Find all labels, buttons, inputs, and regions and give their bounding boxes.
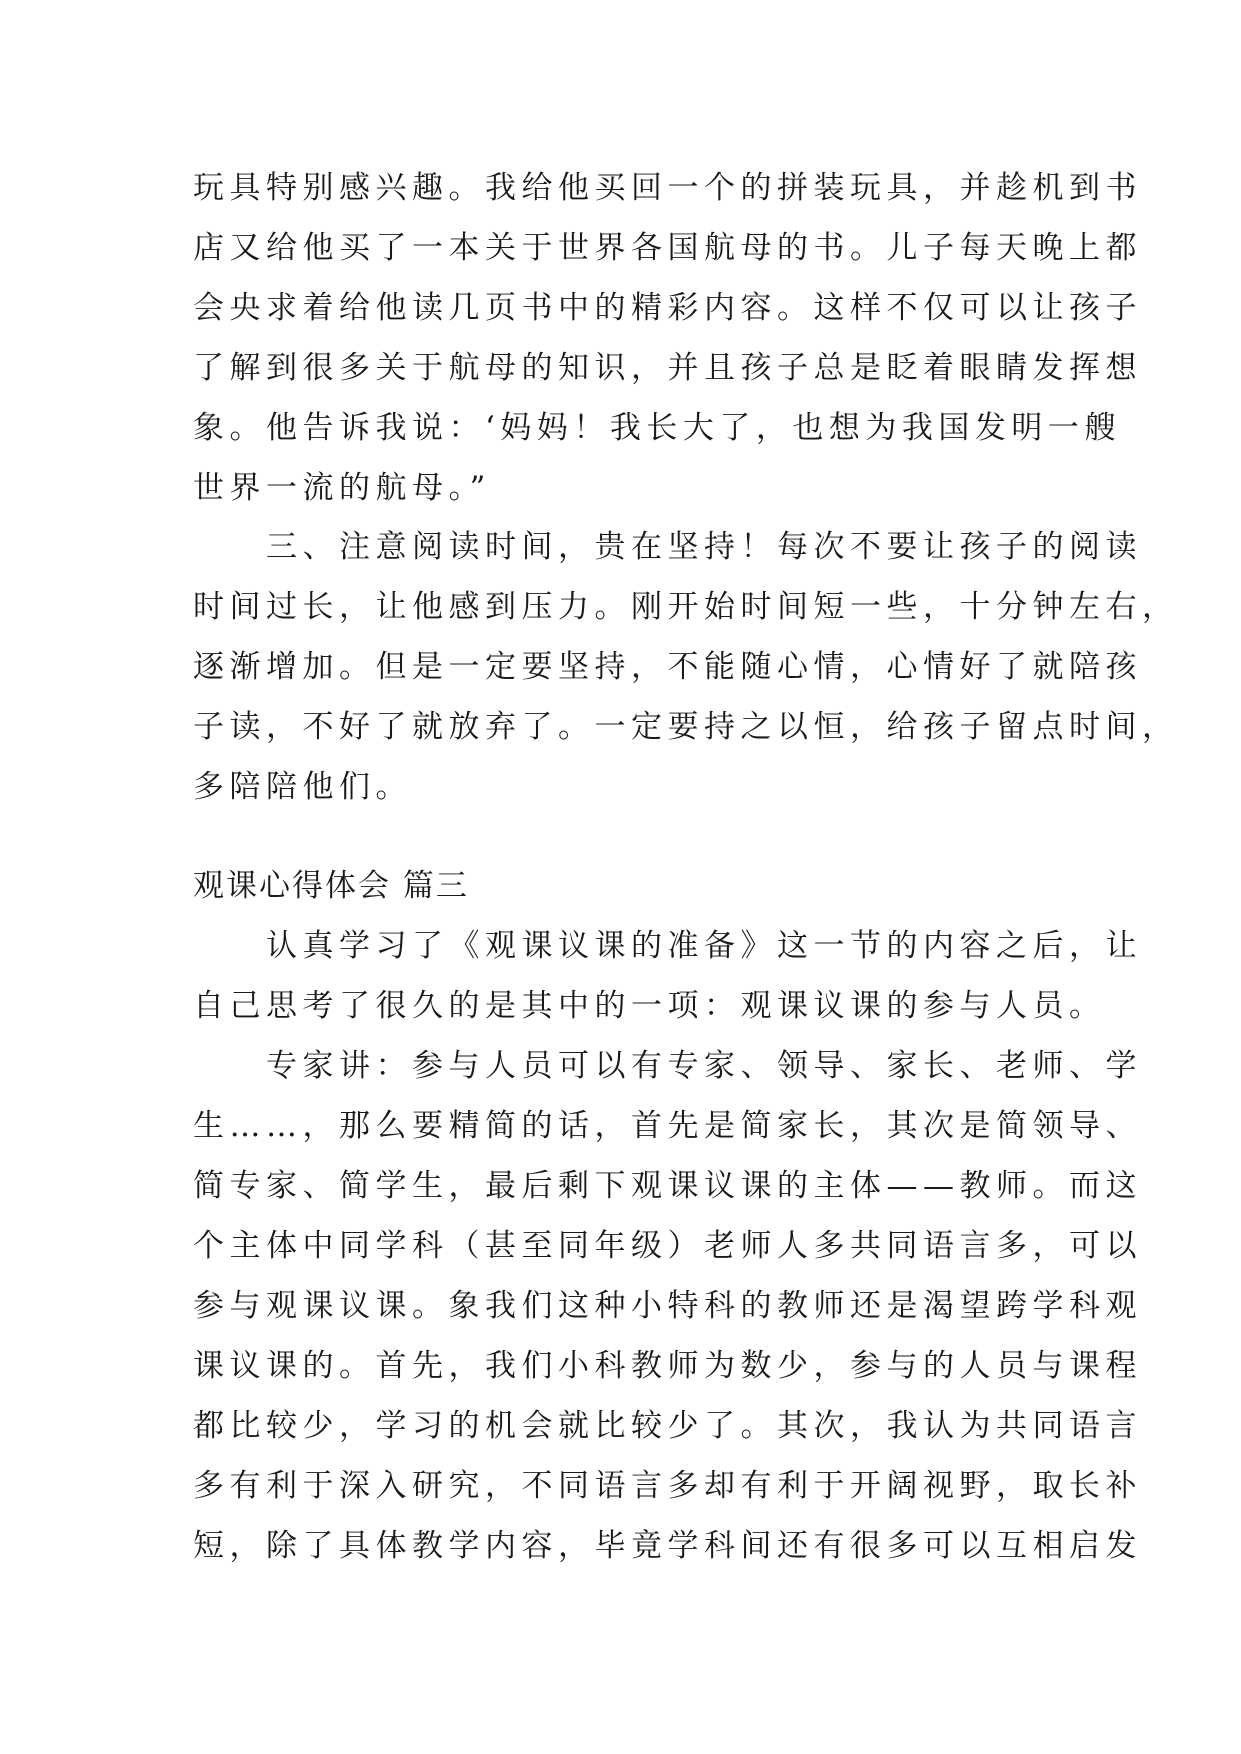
section-heading: 观课心得体会 篇三: [193, 868, 469, 904]
text-line: 三、注意阅读时间，贵在坚持！每次不要让孩子的阅读: [193, 529, 1142, 565]
text-line: 时间过长，让他感到压力。刚开始时间短一些，十分钟左右，: [193, 589, 1179, 625]
text-line: 多有利于深入研究，不同语言多却有利于开阔视野，取长补: [193, 1468, 1142, 1504]
text-line: 认真学习了《观课议课的准备》这一节的内容之后，让: [193, 928, 1142, 964]
text-line: 简专家、简学生，最后剩下观课议课的主体——教师。而这: [193, 1168, 1142, 1204]
text-line: 个主体中同学科（甚至同年级）老师人多共同语言多，可以: [193, 1228, 1142, 1264]
text-line: 多陪陪他们。: [193, 769, 412, 805]
text-line: 课议课的。首先，我们小科教师为数少，参与的人员与课程: [193, 1348, 1142, 1384]
text-line: 短，除了具体教学内容，毕竟学科间还有很多可以互相启发: [193, 1528, 1142, 1564]
text-line: 店又给他买了一本关于世界各国航母的书。儿子每天晚上都: [193, 230, 1142, 266]
text-line: 玩具特别感兴趣。我给他买回一个的拼装玩具，并趁机到书: [193, 170, 1142, 206]
text-line: 参与观课议课。象我们这种小特科的教师还是渴望跨学科观: [193, 1288, 1142, 1324]
text-line: 专家讲：参与人员可以有专家、领导、家长、老师、学: [193, 1048, 1142, 1084]
text-line: 子读，不好了就放弃了。一定要持之以恒，给孩子留点时间，: [193, 709, 1179, 745]
text-line: 象。他告诉我说：‘妈妈！我长大了，也想为我国发明一艘: [193, 410, 1121, 446]
text-line: 逐渐增加。但是一定要坚持，不能随心情，心情好了就陪孩: [193, 649, 1142, 685]
text-line: 了解到很多关于航母的知识，并且孩子总是眨着眼睛发挥想: [193, 350, 1142, 386]
text-line: 自己思考了很久的是其中的一项：观课议课的参与人员。: [193, 988, 1106, 1024]
text-line: 世界一流的航母。”: [193, 470, 491, 506]
text-line: 生……，那么要精简的话，首先是简家长，其次是简领导、: [193, 1108, 1142, 1144]
text-line: 都比较少，学习的机会就比较少了。其次，我认为共同语言: [193, 1408, 1142, 1444]
text-line: 会央求着给他读几页书中的精彩内容。这样不仅可以让孩子: [193, 290, 1142, 326]
